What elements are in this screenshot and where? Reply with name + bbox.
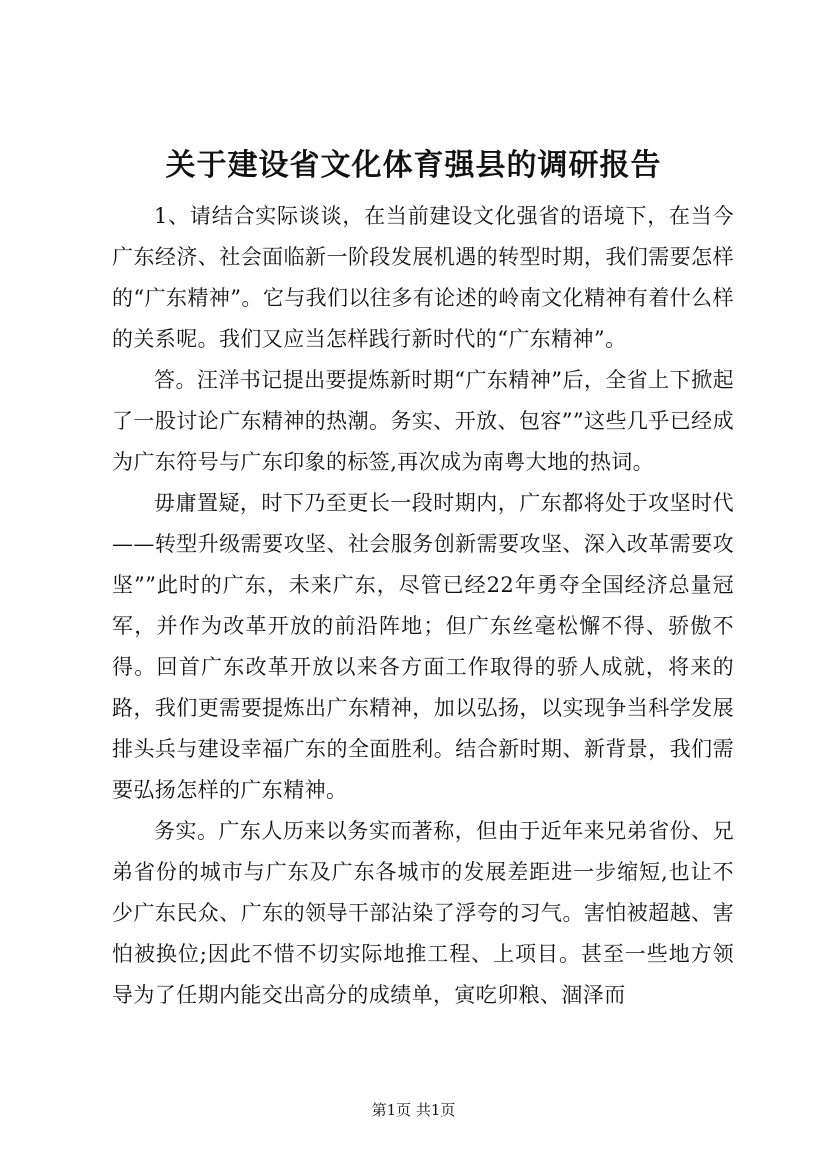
paragraph-question: 1、请结合实际谈谈，在当前建设文化强省的语境下，在当今广东经济、社会面临新一阶段发展机遇的转型时期，我们需要怎样的“广东精神”。它与我们以往多有论述的岭南文化精神有着什么样的关系呢。我们又应当怎样践行新时代的“广东精神”。 bbox=[112, 204, 734, 351]
page-footer: 第1页 共1页 bbox=[371, 1101, 456, 1119]
document-body bbox=[112, 196, 734, 1016]
paragraph-answer: 答。汪洋书记提出要提炼新时期“广东精神”后，全省上下掀起了一股讨论广东精神的热潮。务实、开放、包容””这些几乎已经成为广东符号与广东印象的标签,再次成为南粤大地的热词。 bbox=[112, 368, 734, 474]
paragraph-era: 毋庸置疑，时下乃至更长一段时期内，广东都将处于攻坚时代——转型升级需要攻坚、社会服务创新需要攻坚、深入改革需要攻坚””此时的广东，未来广东，尽管已经22年勇夺全国经济总量冠军，并作为改革开放的前沿阵地；但广东丝毫松懈不得、骄傲不得。回首广东改革开放以来各方面工作取得的骄人成就，将来的路，我们更需要提炼出广东精神，加以弘扬，以实现争当科学发展排头兵与建设幸福广东的全面胜利。结合新时期、新背景，我们需要弘扬怎样的广东精神。 bbox=[112, 491, 734, 802]
paragraph-pragmatic: 务实。广东人历来以务实而著称，但由于近年来兄弟省份、兄弟省份的城市与广东及广东各城市的发展差距进一步缩短,也让不少广东民众、广东的领导干部沾染了浮夸的习气。害怕被超越、害怕被换位;因此不惜不切实际地推工程、上项目。甚至一些地方领导为了任期内能交出高分的成绩单，寅吃卯粮、涸泽而 bbox=[112, 819, 734, 1007]
document-title: 关于建设省文化体育强县的调研报告 bbox=[165, 148, 662, 183]
